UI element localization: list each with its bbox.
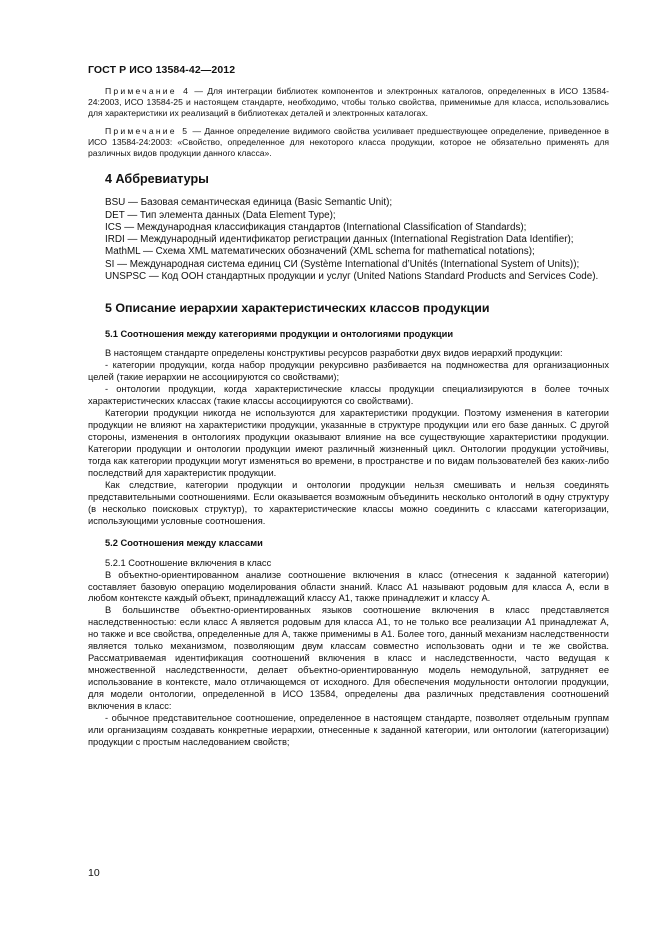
section-5-1-heading: 5.1 Соотношения между категориями продукции и онтологиями продукции <box>105 329 454 340</box>
note-text: — Данное определение видимого свойства усиливает предшествующее определение, приведенное в ИСО 13584-24:2003: «Свойство, определенное для некоторого класса продукции, которое не обязательно применять для различных видов продукции данного класса». <box>88 125 609 159</box>
page-content <box>88 86 609 749</box>
note-text: — Для интеграции библиотек компонентов и электронных каталогов, определенных в ИСО 13584-24:2003, ИСО 13584-25 и настоящем стандарте, необходимо, чтобы только свойства, применимые для класса, использовались для характеристики их реализаций в библиотеках деталей и электронных каталогах. <box>88 86 609 119</box>
note-label: Примечание 4 <box>105 86 191 96</box>
body-paragraph: - онтологии продукции, когда характеристические классы продукции специализируются в более точных характеристических классах (такие классы ассоциируются со свойствами). <box>88 384 609 407</box>
note-4 <box>88 86 609 120</box>
page-header: ГОСТ Р ИСО 13584-42—2012 <box>88 64 236 76</box>
abbreviation-item: SI — Международная система единиц СИ (Système International d’Unités (International System of Units)); <box>105 258 580 270</box>
body-paragraph: В объектно-ориентированном анализе соотношение включения в класс (отнесения к заданной категории) составляет базовую операцию моделирования области знаний. Класс A1 называют родовым для класса A, если в любом контексте каждый объект, принадлежащий классу A1, также принадлежит и классу A. <box>88 569 609 604</box>
section-5-2-heading: 5.2 Соотношения между классами <box>105 537 263 548</box>
body-paragraph: - категории продукции, когда набор продукции рекурсивно разбивается на подмножества для организационных целей (такие иерархии не ассоциируются со свойствами); <box>88 360 609 383</box>
page-number: 10 <box>88 867 100 879</box>
body-paragraph: - обычное представительное соотношение, определенное в настоящем стандарте, позволяет отдельным группам или организациям создавать конкретные иерархии, отнесенные к заданной категории, или онтологии (категоризации) продукции с простым наследованием свойств; <box>88 712 609 747</box>
abbreviation-item: MathML — Схема XML математических обозначений (XML schema for mathematical notations); <box>105 246 535 258</box>
abbreviation-item: DET — Тип элемента данных (Data Element Type); <box>105 209 336 221</box>
section-4-heading: 4 Аббревиатуры <box>105 172 209 187</box>
body-paragraph: В большинстве объектно-ориентированных языков соотношение включения в класс представляется наследственностью: если класс A является родовым для класса A1, то не только все реализации A1 принадлежат A, но также и все свойства, определенные для A, также применимы в A1. Более того, данный механизм наследственности является только механизмом, позволяющим двум классам совместно использовать одни и те же свойства. Рассматриваемая идентификация соотношений включения в класс и наследственности, часто ведущая к множественной наследственности, делает объектно-ориентированную модель немодульной, затрудняет ее использование в контексте, мало отличающемся от исходного. Для обеспечения модульности онтологии продукции, для модели онтологии, определенной в ИСО 13584, определены два различных представления соотношений включения в класс: <box>88 605 609 712</box>
body-paragraph: Категории продукции никогда не используются для характеристики продукции. Поэтому изменения в категории продукции не влияют на характеристики продукции, указанные в структуре продукции или его базе данных. С другой стороны, изменения в онтологиях продукции оказывают влияние на все существующие характеристики продукции. Категории продукции и онтологии продукции имеют различный жизненный цикл. Онтологии продукции устойчивы, тогда как категории продукции могут изменяться во времени, в пространстве и по видам пользователей без каких-либо последствий для характеристик продукции. <box>88 408 609 478</box>
abbreviation-item: ICS — Международная классификация стандартов (International Classification of Standards); <box>105 221 527 233</box>
body-paragraph: Как следствие, категории продукции и онтологии продукции нельзя смешивать и нельзя соединять представительными соотношениями. Если оказывается возможным объединить несколько онтологий в одну структуру (в несколько поисковых структур), то характеристические классы можно соединить с классами категоризации, использующими условные соотношения. <box>88 479 609 526</box>
note-5 <box>88 126 609 160</box>
section-5-heading: 5 Описание иерархии характеристических классов продукции <box>105 301 490 316</box>
note-label: Примечание 5 <box>105 125 190 136</box>
body-paragraph: В настоящем стандарте определены конструктивы ресурсов разработки двух видов иерархий продукции: <box>105 348 563 359</box>
abbreviation-item: IRDI — Международный идентификатор регистрации данных (International Registration Data Identifier); <box>105 234 574 246</box>
abbreviation-item: BSU — Базовая семантическая единица (Basic Semantic Unit); <box>105 197 393 209</box>
section-5-2-1-heading: 5.2.1 Соотношение включения в класс <box>105 557 272 568</box>
abbreviation-item: UNSPSC — Код ООН стандартных продукции и услуг (United Nations Standard Products and Services Code). <box>105 271 599 282</box>
